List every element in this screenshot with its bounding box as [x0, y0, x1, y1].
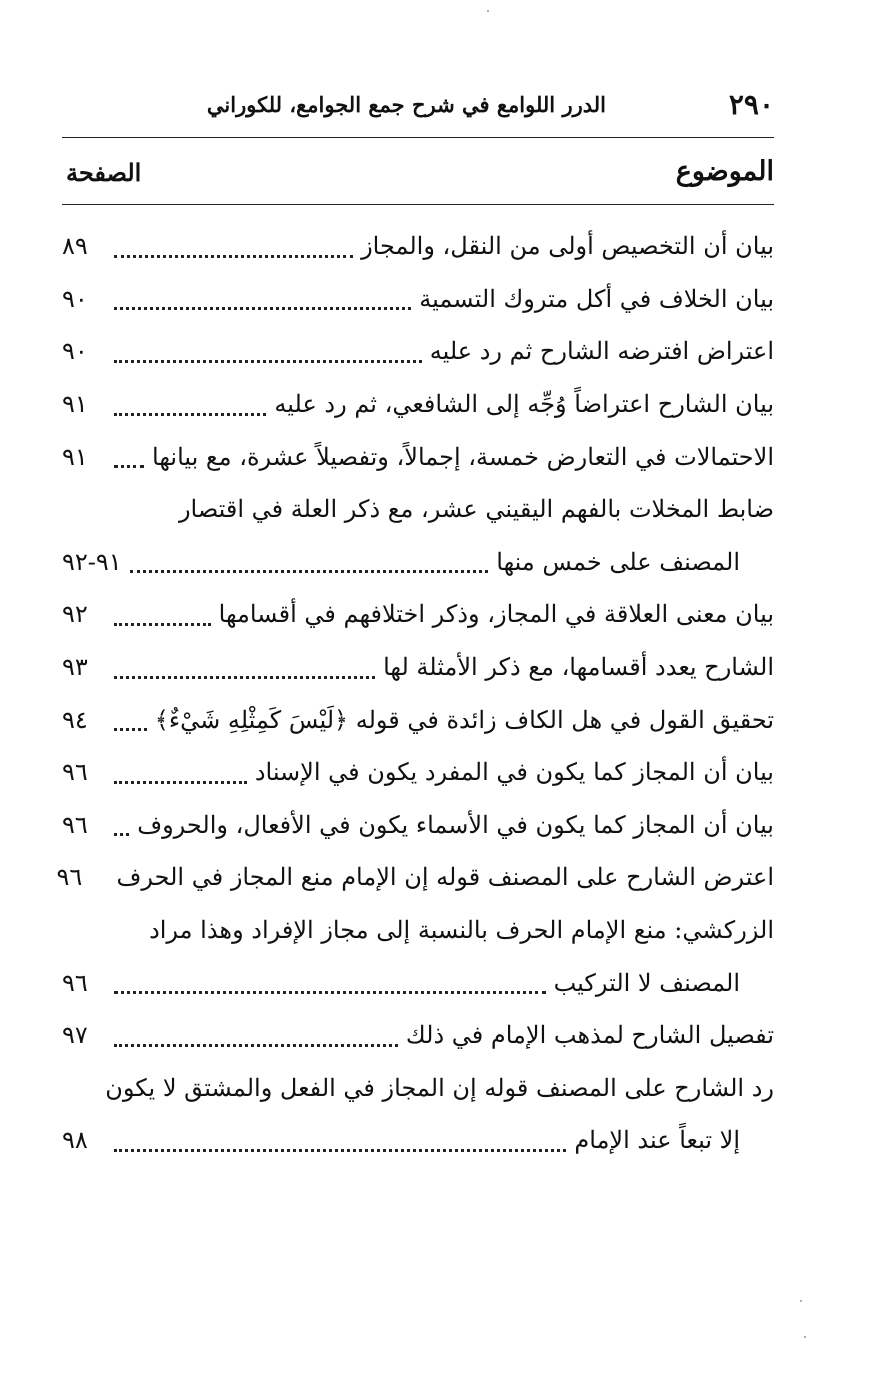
dot-leader	[114, 821, 129, 836]
toc-entry	[62, 378, 774, 431]
toc-entry-title: بيان أن المجاز كما يكون في المفرد يكون في الإسناد	[254, 758, 774, 787]
toc-entry	[62, 693, 774, 746]
dot-leader	[114, 1137, 566, 1152]
toc-entry	[62, 1062, 774, 1115]
toc-entry	[62, 220, 774, 273]
column-headers	[62, 156, 774, 200]
topic-column-header: الموضوع	[675, 156, 774, 187]
toc-entry-page: ٩٢	[62, 600, 88, 629]
toc-entry-title: رد الشارح على المصنف قوله إن المجاز في الفعل والمشتق لا يكون	[105, 1073, 774, 1102]
toc-entry-page: ٩٨	[62, 1126, 88, 1155]
toc-entry	[62, 799, 774, 852]
toc-entry-title: تحقيق القول في هل الكاف زائدة في قوله ﴿لَيْسَ كَمِثْلِهِ شَيْءٌ﴾	[154, 705, 774, 734]
scan-speck	[487, 10, 489, 12]
dot-leader	[114, 769, 247, 784]
dot-leader	[114, 348, 422, 363]
toc-entry	[62, 746, 774, 799]
dot-leader	[114, 243, 353, 258]
toc-entry	[62, 325, 774, 378]
header-rule	[62, 137, 774, 138]
toc-entry-page: ٩٦	[56, 863, 83, 892]
dot-leader	[114, 979, 546, 994]
dot-leader	[114, 401, 266, 416]
page-column-header: الصفحة	[66, 158, 142, 187]
toc-entry-page: ٩٦	[62, 758, 88, 787]
dot-leader	[114, 716, 147, 731]
toc-entry	[62, 430, 774, 483]
toc-entry-title: الزركشي: منع الإمام الحرف بالنسبة إلى مجاز الإفراد وهذا مراد	[149, 916, 774, 945]
toc-entry-page: ٩٣	[62, 653, 88, 682]
toc-entry-title: المصنف على خمس منها	[496, 547, 740, 576]
toc-entry-page: ٩٦	[62, 968, 88, 997]
toc-entry-page: ٩٠	[62, 284, 88, 313]
toc-entry-title: اعترض الشارح على المصنف قوله إن الإمام منع المجاز في الحرف	[116, 863, 774, 892]
toc-entry-title: الشارح يعدد أقسامها، مع ذكر الأمثلة لها	[383, 653, 774, 682]
toc-entry-page: ٩١	[62, 390, 88, 419]
table-of-contents	[56, 220, 774, 1167]
toc-entry	[56, 851, 774, 904]
toc-entry-title: بيان الخلاف في أكل متروك التسمية	[419, 284, 774, 313]
book-title: الدرر اللوامع في شرح جمع الجوامع، للكوراني	[206, 92, 606, 117]
toc-entry-title: بيان معنى العلاقة في المجاز، وذكر اختلافهم في أقسامها	[218, 600, 774, 629]
toc-entry-title: ضابط المخلات بالفهم اليقيني عشر، مع ذكر العلة في اقتصار	[178, 495, 774, 524]
toc-entry-page: ٩٧	[62, 1021, 88, 1050]
toc-entry	[62, 641, 774, 694]
dot-leader	[114, 453, 144, 468]
toc-entry-title: المصنف لا التركيب	[553, 968, 740, 997]
dot-leader	[114, 295, 411, 310]
toc-entry-page: ٩١-٩٢	[62, 547, 122, 576]
toc-entry-title: إلا تبعاً عند الإمام	[574, 1126, 740, 1155]
column-header-rule	[62, 204, 774, 205]
toc-entry-continuation	[62, 956, 774, 1009]
toc-entry	[62, 904, 774, 957]
dot-leader	[114, 1032, 398, 1047]
dot-leader	[130, 558, 489, 573]
toc-entry-page: ٩١	[62, 442, 88, 471]
toc-entry-title: اعتراض افترضه الشارح ثم رد عليه	[429, 337, 774, 366]
toc-entry	[62, 588, 774, 641]
toc-entry-title: الاحتمالات في التعارض خمسة، إجمالاً، وتفصيلاً عشرة، مع بيانها	[152, 442, 774, 471]
toc-entry-page: ٩٦	[62, 810, 88, 839]
toc-entry-title: بيان الشارح اعتراضاً وُجِّه إلى الشافعي، ثم رد عليه	[274, 390, 774, 419]
toc-entry-page: ٩٤	[62, 705, 88, 734]
toc-entry-page: ٩٠	[62, 337, 88, 366]
dot-leader	[114, 664, 375, 679]
toc-entry-title: بيان أن المجاز كما يكون في الأسماء يكون في الأفعال، والحروف	[137, 810, 774, 839]
dot-leader	[114, 611, 211, 626]
page-number: ٢٩٠	[728, 88, 774, 121]
toc-entry	[62, 1009, 774, 1062]
running-head	[62, 88, 774, 128]
toc-entry-continuation	[62, 1114, 774, 1167]
scan-speck	[800, 1300, 802, 1302]
toc-entry	[62, 483, 774, 536]
scan-speck	[804, 1336, 806, 1338]
toc-entry	[62, 273, 774, 326]
toc-entry-title: تفصيل الشارح لمذهب الإمام في ذلك	[405, 1021, 774, 1050]
toc-entry-title: بيان أن التخصيص أولى من النقل، والمجاز	[361, 232, 774, 261]
toc-entry-page: ٨٩	[62, 232, 88, 261]
toc-entry-continuation	[62, 536, 774, 589]
